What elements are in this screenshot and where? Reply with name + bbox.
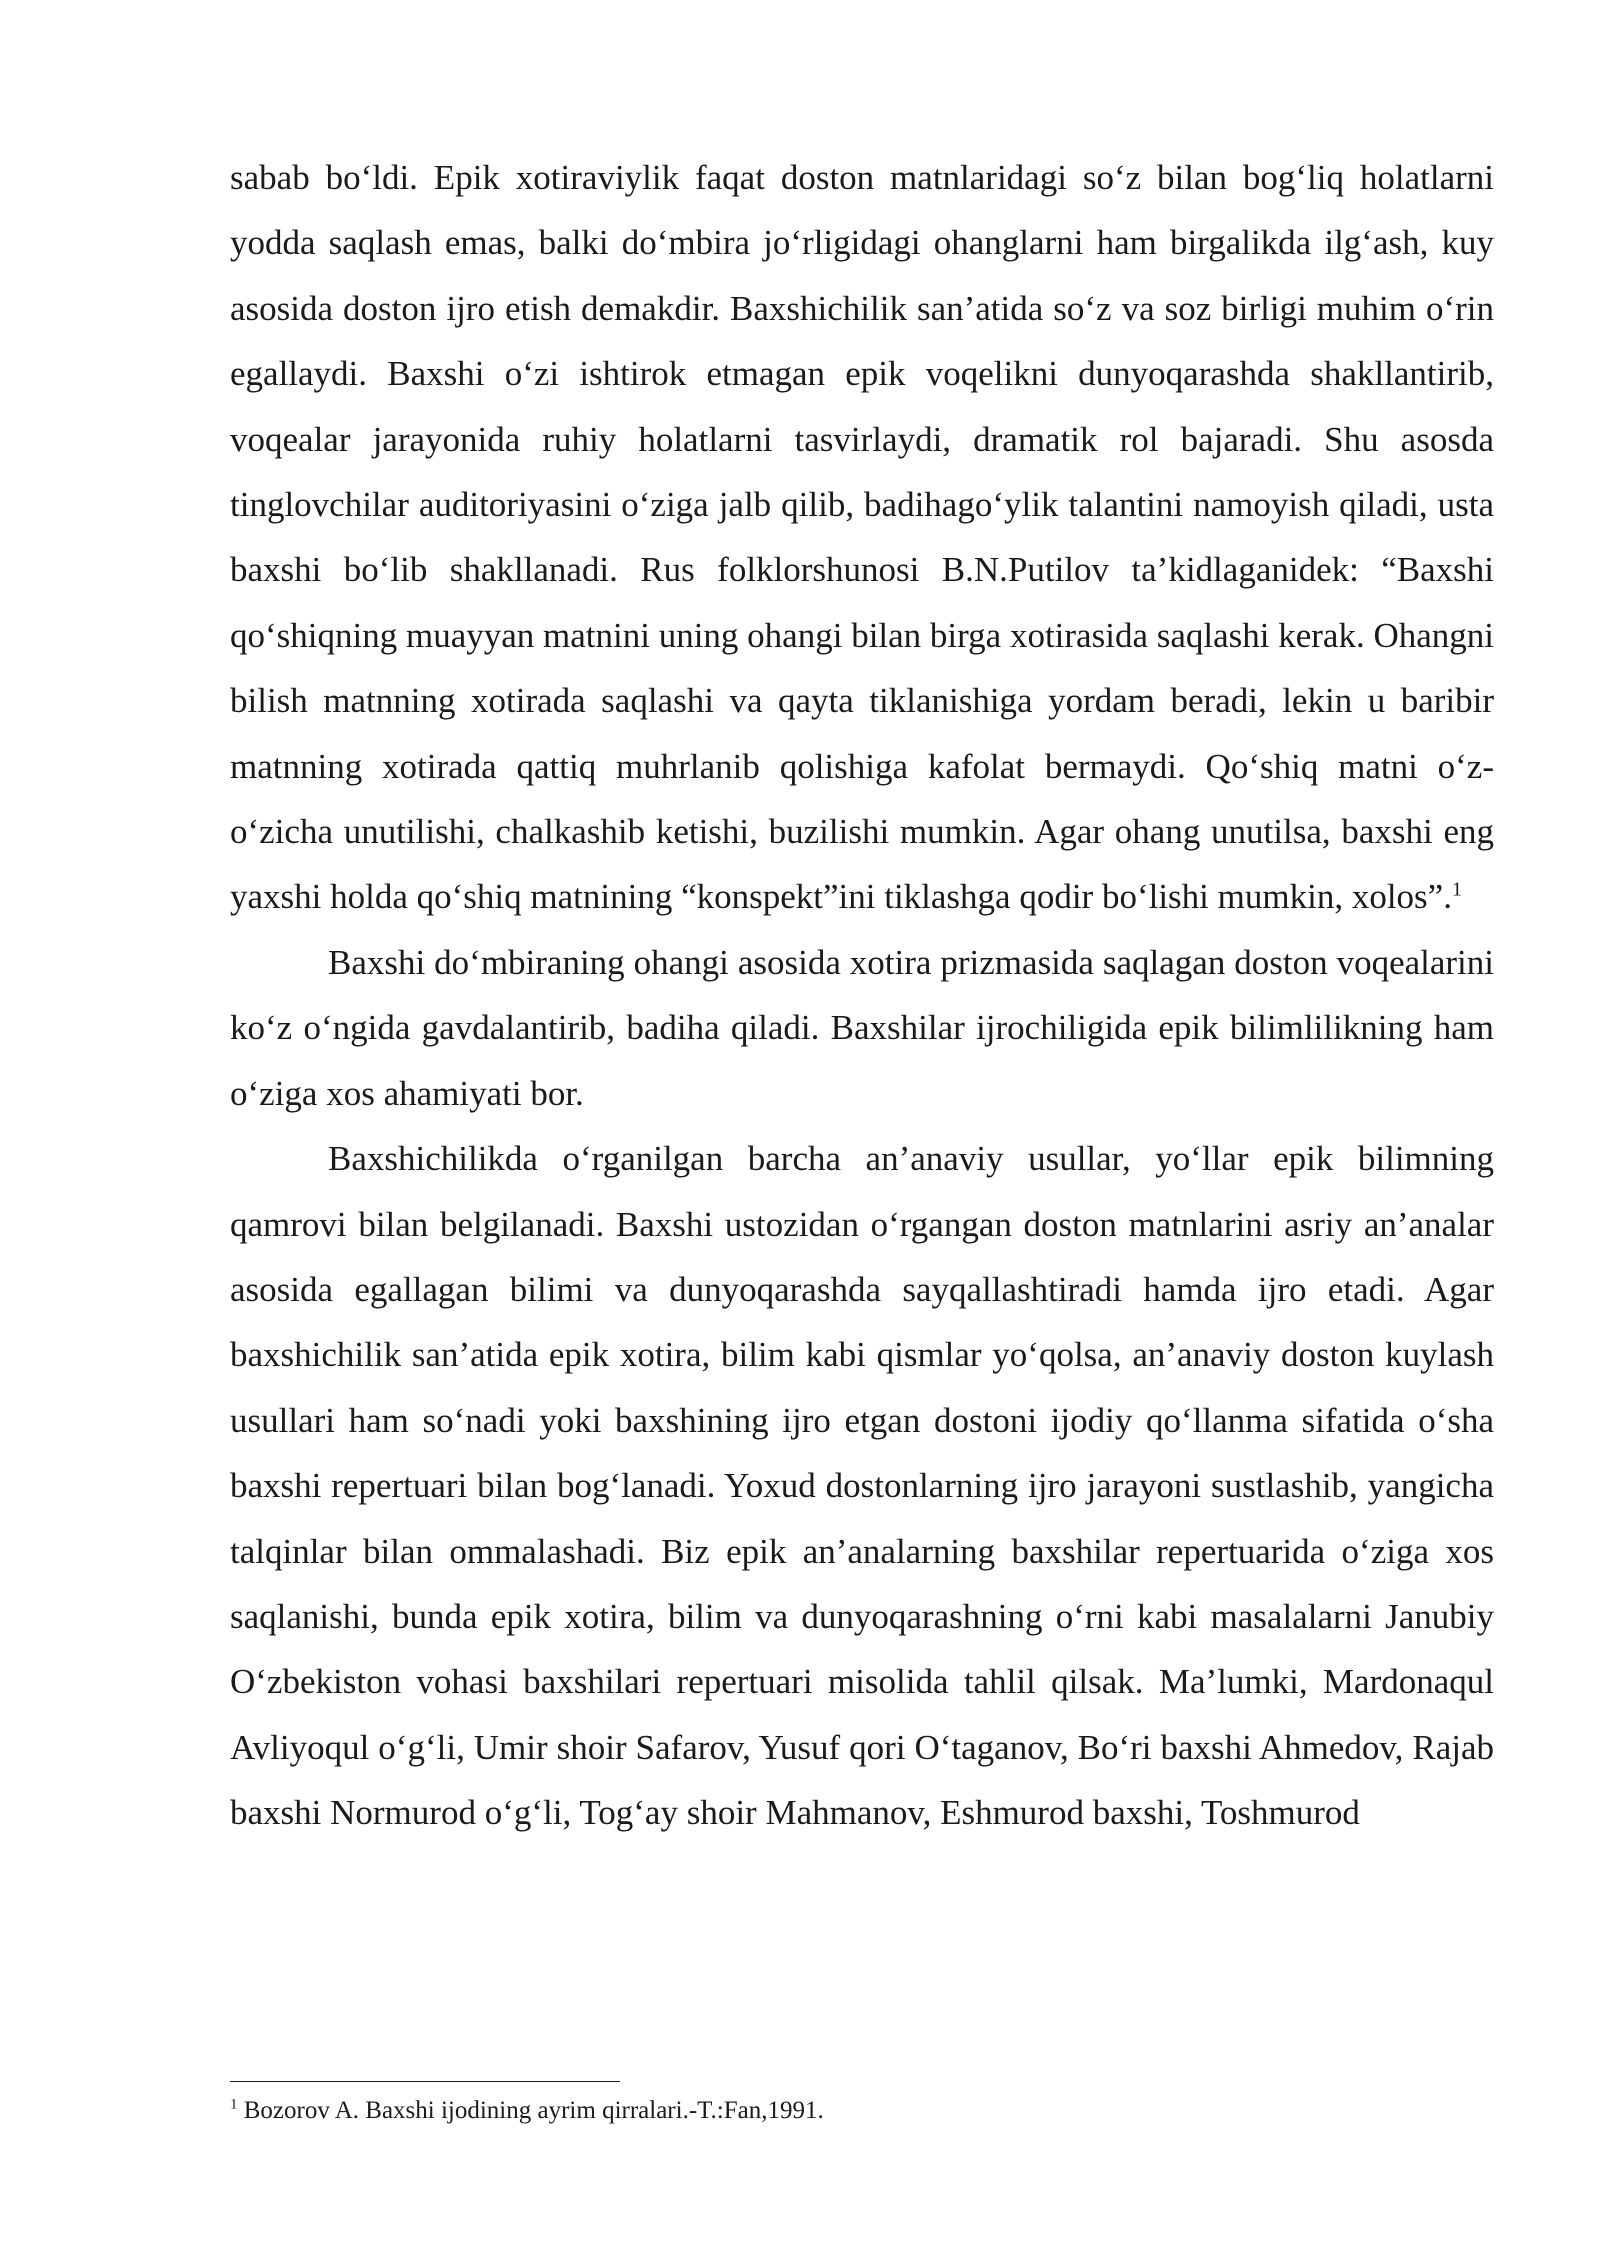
paragraph-2 [230,930,1494,1126]
footnote [230,2096,1494,2126]
footnote-text: Bozorov A. Baxshi ijodining ayrim qirralari.-T.:Fan,1991. [237,2097,824,2124]
paragraph-3 [230,1126,1494,1845]
footnote-separator [230,2081,620,2082]
paragraph-1-text: sabab bo‘ldi. Epik xotiraviylik faqat doston matnlaridagi so‘z bilan bog‘liq holatlarni yodda saqlash emas, balki do‘mbira jo‘rligidagi ohanglarni ham birgalikda ilg‘ash, kuy asosida doston ijro etish demakdir. Baxshichilik san’atida so‘z va soz birligi muhim o‘rin egallaydi. Baxshi o‘zi ishtirok etmagan epik voqelikni dunyoqarashda shakllantirib, voqealar jarayonida ruhiy holatlarni tasvirlaydi, dramatik rol bajaradi. Shu asosda tinglovchilar auditoriyasini o‘ziga jalb qilib, badihago‘ylik talantini namoyish qiladi, usta baxshi bo‘lib shakllanadi. Rus folklorshunosi B.N.Putilov ta’kidlaganidek: “Baxshi qo‘shiqning muayyan matnini uning ohangi bilan birga xotirasida saqlashi kerak. Ohangni bilish matnning xotirada saqlashi va qayta tiklanishiga yordam beradi, lekin u baribir matnning xotirada qattiq muhrlanib qolishiga kafolat bermaydi. Qo‘shiq matni o‘z-o‘zicha unutilishi, chalkashib ketishi, buzilishi mumkin. Agar ohang unutilsa, baxshi eng yaxshi holda qo‘shiq matnining “konspekt”ini tiklashga qodir bo‘lishi mumkin, xolos”. [230,158,1494,917]
paragraph-1 [230,145,1494,930]
page-body [230,145,1494,1846]
footnote-marker: 1 [230,2096,238,2113]
paragraph-2-text: Baxshi do‘mbiraning ohangi asosida xotira prizmasida saqlagan doston voqealarini ko‘z o‘ngida gavdalantirib, badiha qiladi. Baxshilar ijrochiligida epik bilimlilikning ham o‘ziga xos ahamiyati bor. [230,942,1494,1113]
paragraph-3-text: Baxshichilikda o‘rganilgan barcha an’anaviy usullar, yo‘llar epik bilimning qamrovi bilan belgilanadi. Baxshi ustozidan o‘rgangan doston matnlarini asriy an’analar asosida egallagan bilimi va dunyoqarashda sayqallashtiradi hamda ijro etadi. Agar baxshichilik san’atida epik xotira, bilim kabi qismlar yo‘qolsa, an’anaviy doston kuylash usullari ham so‘nadi yoki baxshining ijro etgan dostoni ijodiy qo‘llanma sifatida o‘sha baxshi repertuari bilan bog‘lanadi. Yoxud dostonlarning ijro jarayoni sustlashib, yangicha talqinlar bilan ommalashadi. Biz epik an’analarning baxshilar repertuarida o‘ziga xos saqlanishi, bunda epik xotira, bilim va dunyoqarashning o‘rni kabi masalalarni Janubiy O‘zbekiston vohasi baxshilari repertuari misolida tahlil qilsak. Ma’lumki, Mardonaqul Avliyoqul o‘g‘li, Umir shoir Safarov, Yusuf qori O‘taganov, Bo‘ri baxshi Ahmedov, Rajab baxshi Normurod o‘g‘li, Tog‘ay shoir Mahmanov, Eshmurod baxshi, Toshmurod [230,1139,1494,1833]
footnote-reference[interactable]: 1 [1451,878,1462,901]
